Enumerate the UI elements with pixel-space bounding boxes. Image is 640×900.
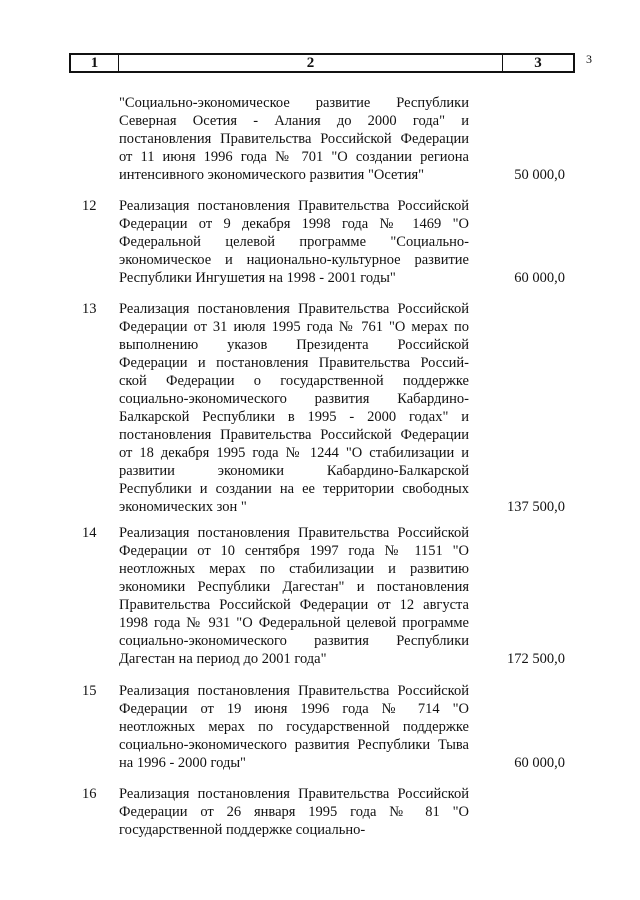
description-line: социально-экономического развития Кабардино- xyxy=(119,391,469,407)
row-number: 16 xyxy=(82,786,97,802)
description-line: неотложных мерах по стабилизации и развитию xyxy=(119,561,469,577)
description-line: Федерации от 9 декабря 1998 года № 1469 "О xyxy=(119,216,469,232)
description-line: социально-экономического развития Республики Тыва xyxy=(119,737,469,753)
row-number: 14 xyxy=(82,525,97,541)
description-line: Федерации от 31 июля 1995 года № 761 "О мерах по xyxy=(119,319,469,335)
description-line: постановления Правительства Российской Федерации xyxy=(119,427,469,443)
row-amount: 172 500,0 xyxy=(507,651,565,667)
row-description xyxy=(119,94,469,184)
page-number: 3 xyxy=(586,52,592,66)
description-line: Федерации и постановления Правительства Россий- xyxy=(119,355,469,371)
description-line: "Социально-экономическое развитие Республики xyxy=(119,95,469,111)
description-line: Федерации от 19 июня 1996 года № 714 "О xyxy=(119,701,469,717)
description-line: государственной поддержке социально- xyxy=(119,822,366,838)
row-number: 13 xyxy=(82,301,97,317)
description-line: Реализация постановления Правительства Российской xyxy=(119,786,469,802)
description-line: интенсивного экономического развития "Осетия" xyxy=(119,167,425,183)
description-line: развитии экономики Кабардино-Балкарской xyxy=(119,463,469,479)
header-col-2: 2 xyxy=(119,55,503,71)
description-line: Балкарской Республики в 1995 - 2000 годах" и xyxy=(119,409,469,425)
row-description xyxy=(119,682,469,772)
row-amount: 50 000,0 xyxy=(514,167,565,183)
row-number: 15 xyxy=(82,683,97,699)
row-number: 12 xyxy=(82,198,97,214)
header-col-1: 1 xyxy=(71,55,119,71)
description-line: экономическое и национально-культурное развитие xyxy=(119,252,469,268)
description-line: экономических зон " xyxy=(119,499,247,515)
row-description xyxy=(119,300,469,516)
description-line: Реализация постановления Правительства Российской xyxy=(119,198,469,214)
description-line: Реализация постановления Правительства Российской xyxy=(119,301,469,317)
header-col-3: 3 xyxy=(534,54,542,71)
description-line: Федерации от 26 января 1995 года № 81 "О xyxy=(119,804,469,820)
description-line: от 18 декабря 1995 года № 1244 "О стабилизации и xyxy=(119,445,469,461)
description-line: неотложных мерах по государственной поддержке xyxy=(119,719,469,735)
description-line: ской Федерации о государственной поддержке xyxy=(119,373,469,389)
description-line: экономики Республики Дагестан" и постановления xyxy=(119,579,469,595)
description-line: на 1996 - 2000 годы" xyxy=(119,755,246,771)
row-description xyxy=(119,524,469,668)
description-line: Республики Ингушетия на 1998 - 2001 годы" xyxy=(119,270,396,286)
description-line: Северная Осетия - Алания до 2000 года" и xyxy=(119,113,469,129)
description-line: социально-экономического развития Республики xyxy=(119,633,469,649)
row-amount: 137 500,0 xyxy=(507,499,565,515)
description-line: Правительства Российской Федерации от 12 августа xyxy=(119,597,469,613)
description-line: Федеральной целевой программе "Социально- xyxy=(119,234,469,250)
description-line: постановления Правительства Российской Федерации xyxy=(119,131,469,147)
row-description xyxy=(119,785,469,839)
table-header xyxy=(69,53,575,73)
description-line: выполнению указов Президента Российской xyxy=(119,337,469,353)
description-line: Реализация постановления Правительства Российской xyxy=(119,525,469,541)
description-line: 1998 года № 931 "О Федеральной целевой программе xyxy=(119,615,469,631)
description-line: Республики и создании на ее территории свободных xyxy=(119,481,469,497)
row-amount: 60 000,0 xyxy=(514,270,565,286)
row-description xyxy=(119,197,469,287)
description-line: от 11 июня 1996 года № 701 "О создании региона xyxy=(119,149,469,165)
row-amount: 60 000,0 xyxy=(514,755,565,771)
description-line: Федерации от 10 сентября 1997 года № 1151 "О xyxy=(119,543,469,559)
description-line: Реализация постановления Правительства Российской xyxy=(119,683,469,699)
description-line: Дагестан на период до 2001 года" xyxy=(119,651,327,667)
